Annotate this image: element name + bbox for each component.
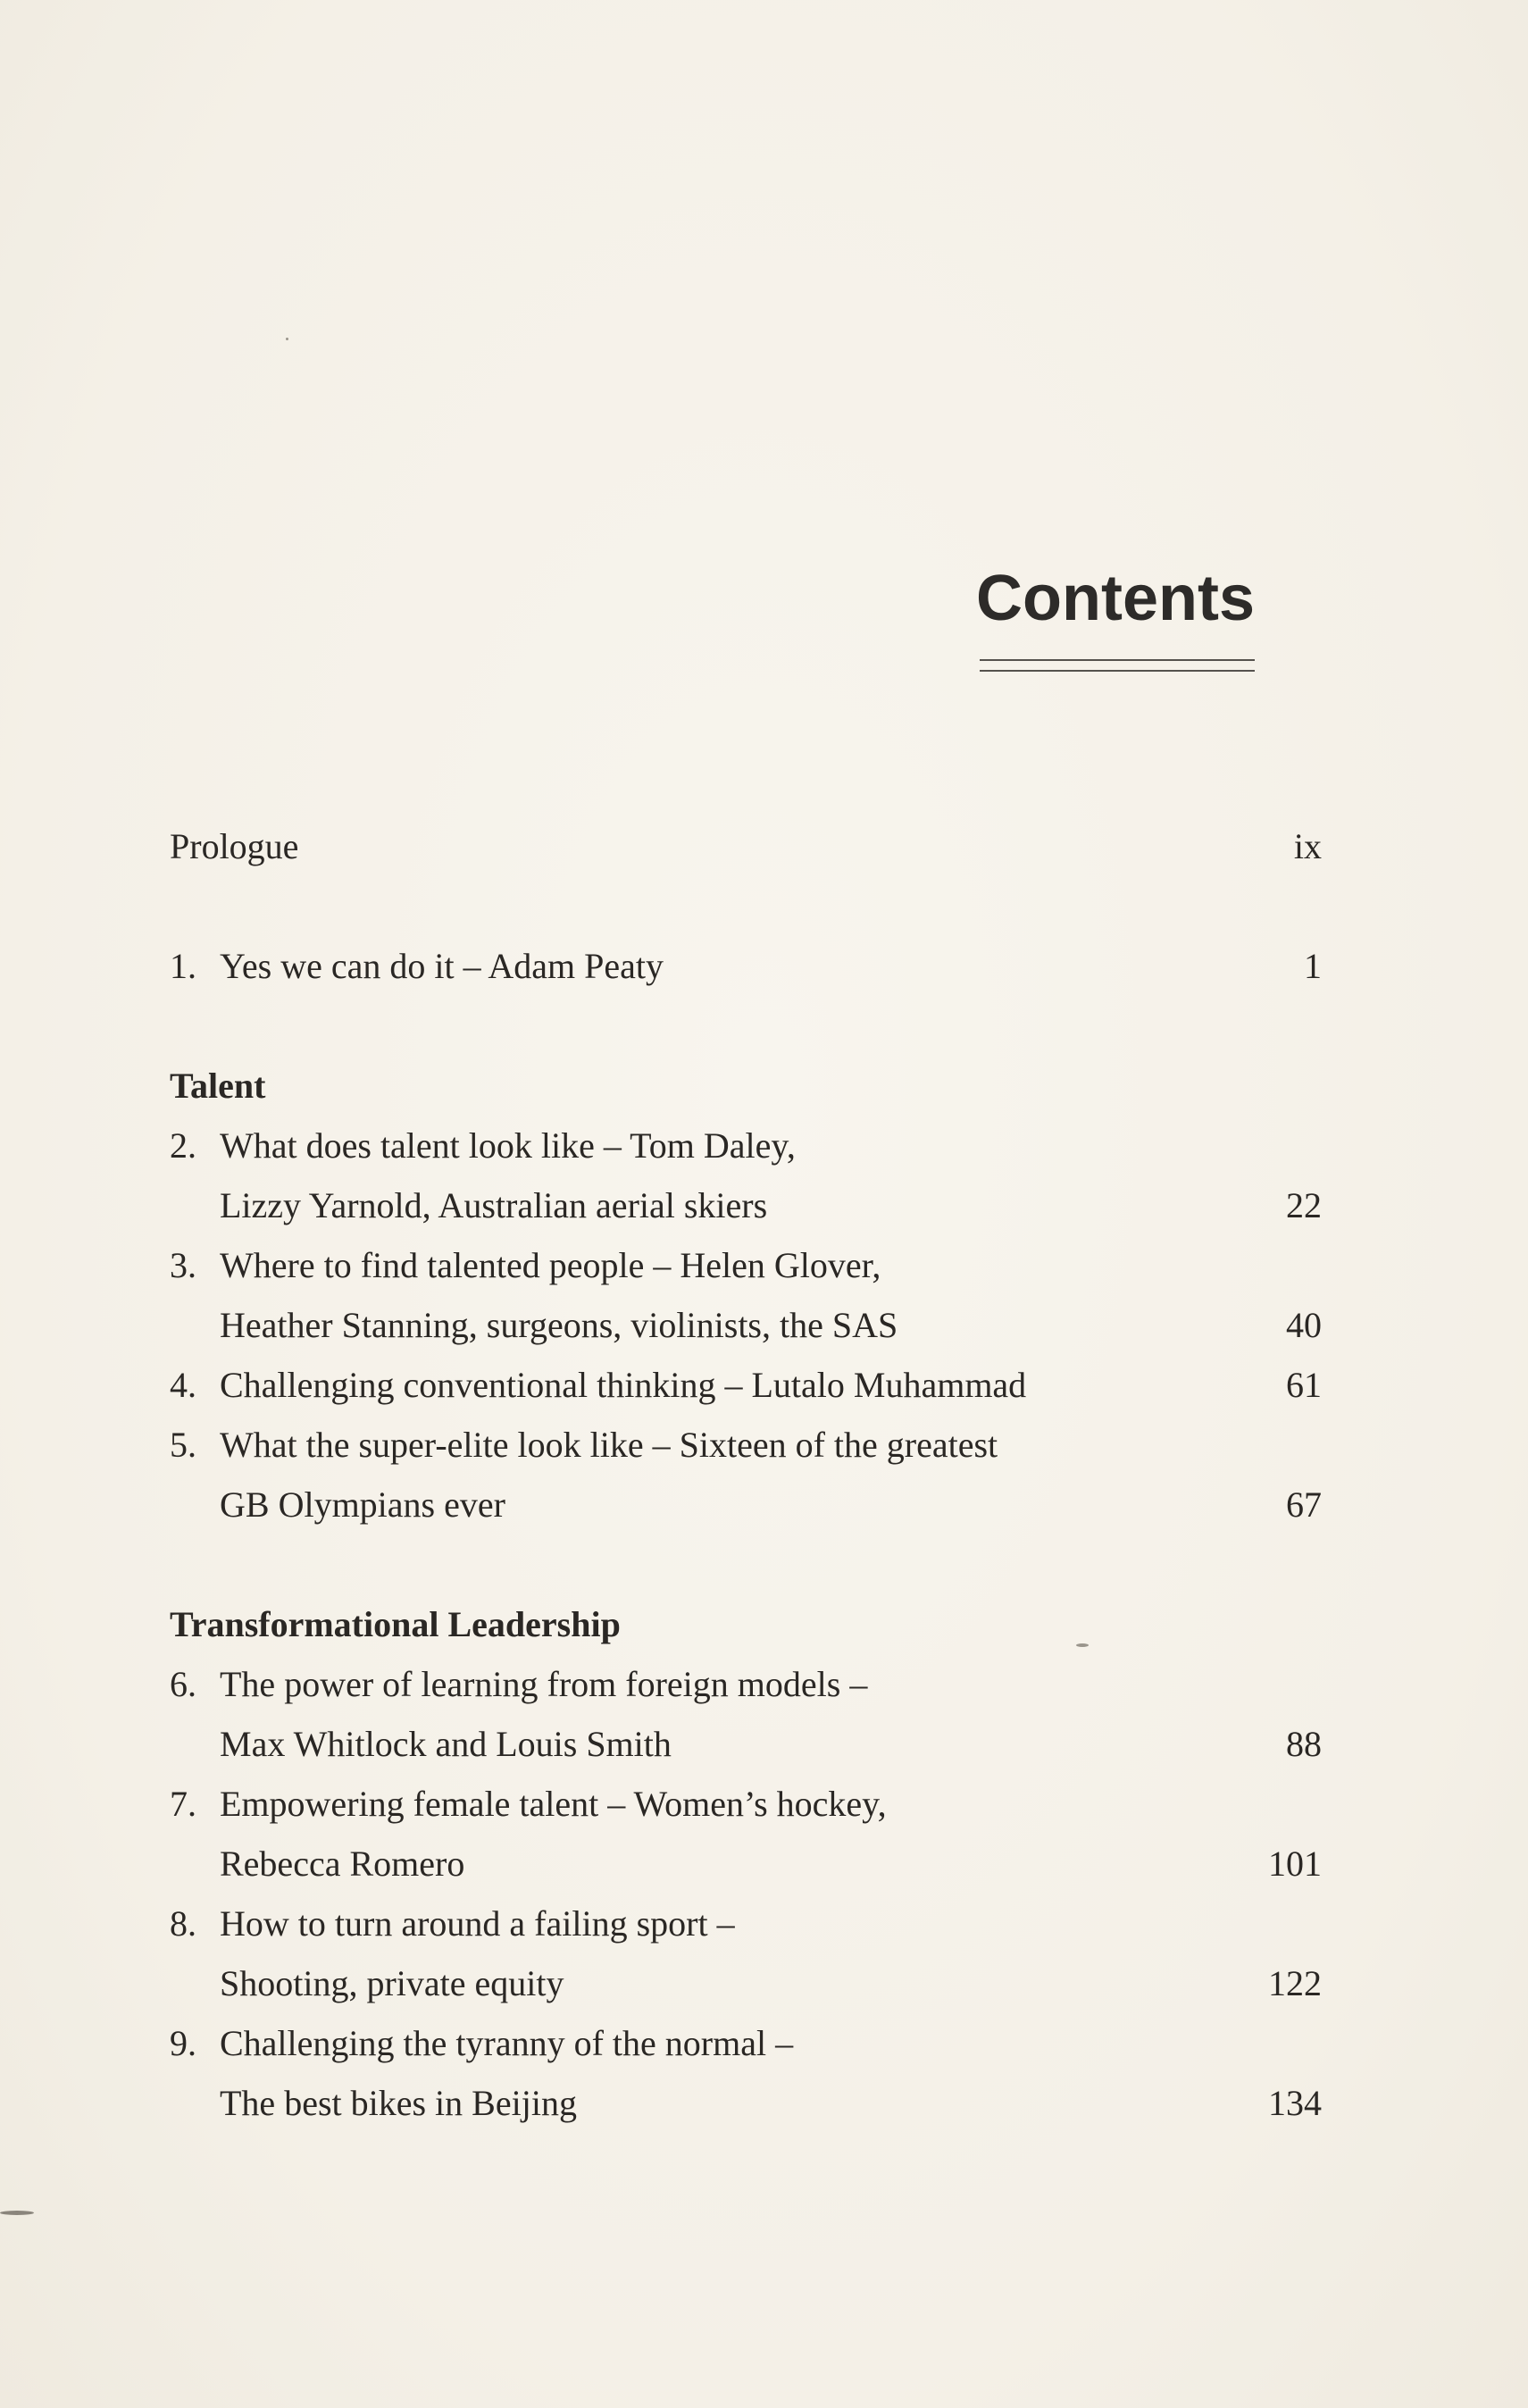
paper-edge-mark [0, 2211, 34, 2215]
toc-entry-chapter-2[interactable] [170, 1116, 1322, 1175]
toc-entry-title-line-2: Shooting, private equity [220, 1963, 564, 2003]
title-rule-bottom [980, 670, 1255, 672]
toc-entry-title-line-1: Empowering female talent – Women’s hockey, [220, 1784, 887, 1824]
toc-entry-prologue[interactable] [170, 817, 1322, 876]
toc-page-number: 134 [1268, 2083, 1322, 2123]
toc-entry-title-line-2: Rebecca Romero [220, 1844, 465, 1884]
toc-entry-chapter-9-continued[interactable] [170, 2074, 1322, 2133]
toc-chapter-number: 6. [170, 1664, 196, 1704]
toc-entry-title-line-1: How to turn around a failing sport – [220, 1903, 735, 1944]
toc-entry-title-line-2: Lizzy Yarnold, Australian aerial skiers [220, 1185, 768, 1225]
toc-entry-title-line-2: GB Olympians ever [220, 1484, 505, 1525]
toc-entry-title-line-1: The power of learning from foreign models – [220, 1664, 868, 1704]
toc-entry-chapter-5-continued[interactable] [170, 1476, 1322, 1534]
toc-page-number: 1 [1304, 946, 1322, 986]
toc-entry-chapter-7-continued[interactable] [170, 1835, 1322, 1894]
toc-entry-chapter-5[interactable] [170, 1416, 1322, 1475]
toc-entry-chapter-8-continued[interactable] [170, 1954, 1322, 2013]
toc-chapter-number: 4. [170, 1365, 196, 1405]
toc-page-number: 40 [1286, 1305, 1322, 1345]
toc-entry-chapter-6-continued[interactable] [170, 1715, 1322, 1774]
toc-entry-title-line-2: The best bikes in Beijing [220, 2083, 577, 2123]
section-heading-talent: Talent [170, 1066, 266, 1106]
toc-entry-chapter-7[interactable] [170, 1775, 1322, 1834]
toc-entry-title-line-2: Heather Stanning, surgeons, violinists, the SAS [220, 1305, 898, 1345]
toc-entry-title-line-2: Max Whitlock and Louis Smith [220, 1724, 672, 1764]
toc-entry-chapter-2-continued[interactable] [170, 1176, 1322, 1235]
toc-entry-chapter-3-continued[interactable] [170, 1296, 1322, 1355]
toc-chapter-number: 5. [170, 1425, 196, 1465]
toc-entry-chapter-4[interactable] [170, 1356, 1322, 1415]
toc-page-number: 22 [1286, 1185, 1322, 1225]
page-title: Contents [976, 563, 1255, 634]
toc-entry-title: Challenging conventional thinking – Lutalo Muhammad [220, 1365, 1027, 1405]
toc-page-number: 67 [1286, 1484, 1322, 1525]
toc-entry-chapter-3[interactable] [170, 1236, 1322, 1295]
toc-entry-chapter-9[interactable] [170, 2014, 1322, 2073]
section-heading-transformational-leadership: Transformational Leadership [170, 1604, 621, 1644]
toc-chapter-number: 3. [170, 1245, 196, 1285]
toc-entry-title: Yes we can do it – Adam Peaty [220, 946, 664, 986]
toc-entry-chapter-1[interactable] [170, 937, 1322, 996]
toc-page-number: 88 [1286, 1724, 1322, 1764]
toc-chapter-number: 2. [170, 1125, 196, 1166]
toc-entry-chapter-6[interactable] [170, 1655, 1322, 1714]
toc-chapter-number: 1. [170, 946, 196, 986]
toc-entry-title: Prologue [170, 826, 299, 866]
toc-page-number: 101 [1268, 1844, 1322, 1884]
toc-page-number: 122 [1268, 1963, 1322, 2003]
toc-page-number: ix [1293, 826, 1322, 866]
toc-entry-title-line-1: Challenging the tyranny of the normal – [220, 2023, 794, 2063]
toc-chapter-number: 9. [170, 2023, 196, 2063]
toc-entry-title-line-1: What does talent look like – Tom Daley, [220, 1125, 796, 1166]
toc-chapter-number: 7. [170, 1784, 196, 1824]
toc-chapter-number: 8. [170, 1903, 196, 1944]
toc-entry-title-line-1: What the super-elite look like – Sixteen of the greatest [220, 1425, 998, 1465]
paper-speck [286, 338, 288, 340]
toc-entry-title-line-1: Where to find talented people – Helen Glover, [220, 1245, 881, 1285]
title-rule-top [980, 659, 1255, 661]
toc-entry-chapter-8[interactable] [170, 1894, 1322, 1953]
paper-speck [1076, 1643, 1089, 1647]
toc-page-number: 61 [1286, 1365, 1322, 1405]
